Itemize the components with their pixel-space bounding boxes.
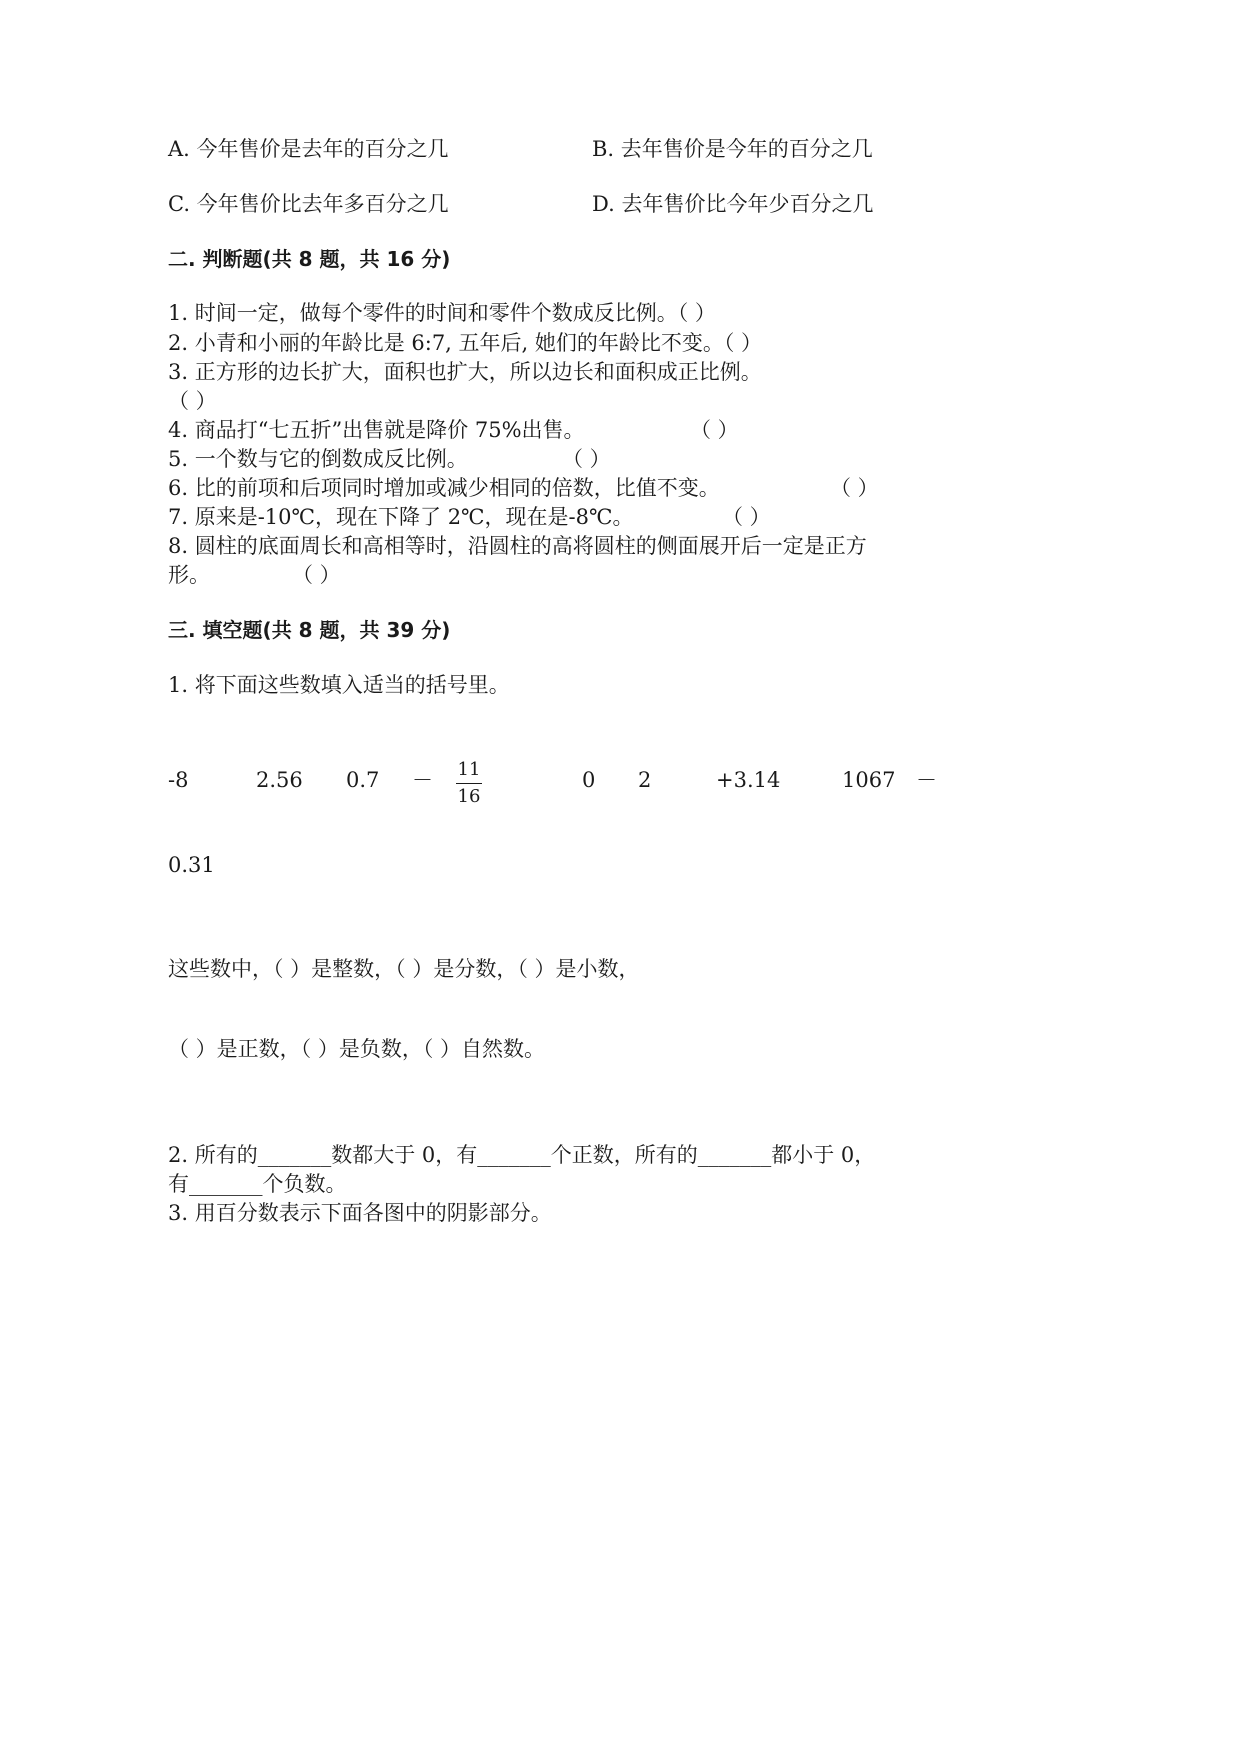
fill-q1: 1. 将下面这些数填入适当的括号里。: [168, 673, 510, 697]
judge-item-3: 3. 正方形的边长扩大，面积也扩大，所以边长和面积成正比例。: [168, 360, 762, 384]
option-b: B. 去年售价是今年的百分之几: [592, 137, 873, 161]
minus-sign: －: [412, 768, 433, 792]
fraction-11-16: [452, 760, 486, 807]
judge-item-2: 2. 小青和小丽的年龄比是 6:7, 五年后, 她们的年龄比不变。（ ）: [168, 331, 763, 355]
fraction-bar: [456, 783, 482, 784]
judge-item-8-cont: 形。: [168, 563, 210, 587]
number-item: +3.14: [716, 768, 781, 792]
judge-item-5: 5. 一个数与它的倒数成反比例。: [168, 447, 468, 471]
number-item: 1067: [842, 768, 896, 792]
number-item: -8: [168, 768, 189, 792]
number-item: 2.56: [256, 768, 303, 792]
fill-line-2: （ ）是正数，（ ）是负数，（ ）自然数。: [168, 1037, 546, 1061]
judge-item-7: 7. 原来是-10℃，现在下降了 2℃，现在是-8℃。: [168, 505, 634, 529]
section-2-title: 二. 判断题(共 8 题，共 16 分): [168, 247, 451, 271]
judge-item-5-paren: （ ）: [562, 447, 611, 471]
fill-q3: 3. 用百分数表示下面各图中的阴影部分。: [168, 1201, 552, 1225]
judge-item-7-paren: （ ）: [722, 505, 771, 529]
judge-item-8-paren: （ ）: [292, 563, 341, 587]
judge-item-4: 4. 商品打“七五折”出售就是降价 75%出售。: [168, 418, 585, 442]
number-item: 0.31: [168, 853, 215, 877]
section-3-title: 三. 填空题(共 8 题，共 39 分): [168, 618, 451, 642]
fraction-numerator: 11: [457, 759, 481, 780]
judge-item-3-paren: （ ）: [168, 389, 217, 413]
option-a: A. 今年售价是去年的百分之几: [168, 137, 449, 161]
number-item: 2: [638, 768, 652, 792]
fraction-denominator: 16: [457, 785, 481, 807]
judge-item-6-paren: （ ）: [830, 476, 879, 500]
fill-q2-line2: 有_______个负数。: [168, 1172, 347, 1196]
judge-item-6: 6. 比的前项和后项同时增加或减少相同的倍数，比值不变。: [168, 476, 720, 500]
number-item: 0: [582, 768, 596, 792]
fill-q2-line1: 2. 所有的_______数都大于 0，有_______个正数，所有的_______都小于 0，: [168, 1143, 876, 1167]
option-c: C. 今年售价比去年多百分之几: [168, 192, 449, 216]
number-item: 0.7: [346, 768, 380, 792]
fill-line-1: 这些数中，（ ）是整数，（ ）是分数，（ ）是小数，: [168, 957, 640, 981]
judge-item-1: 1. 时间一定，做每个零件的时间和零件个数成反比例。（ ）: [168, 301, 716, 325]
minus-sign: －: [916, 768, 937, 792]
judge-item-8: 8. 圆柱的底面周长和高相等时，沿圆柱的高将圆柱的侧面展开后一定是正方: [168, 534, 867, 558]
option-d: D. 去年售价比今年少百分之几: [592, 192, 874, 216]
judge-item-4-paren: （ ）: [690, 418, 739, 442]
